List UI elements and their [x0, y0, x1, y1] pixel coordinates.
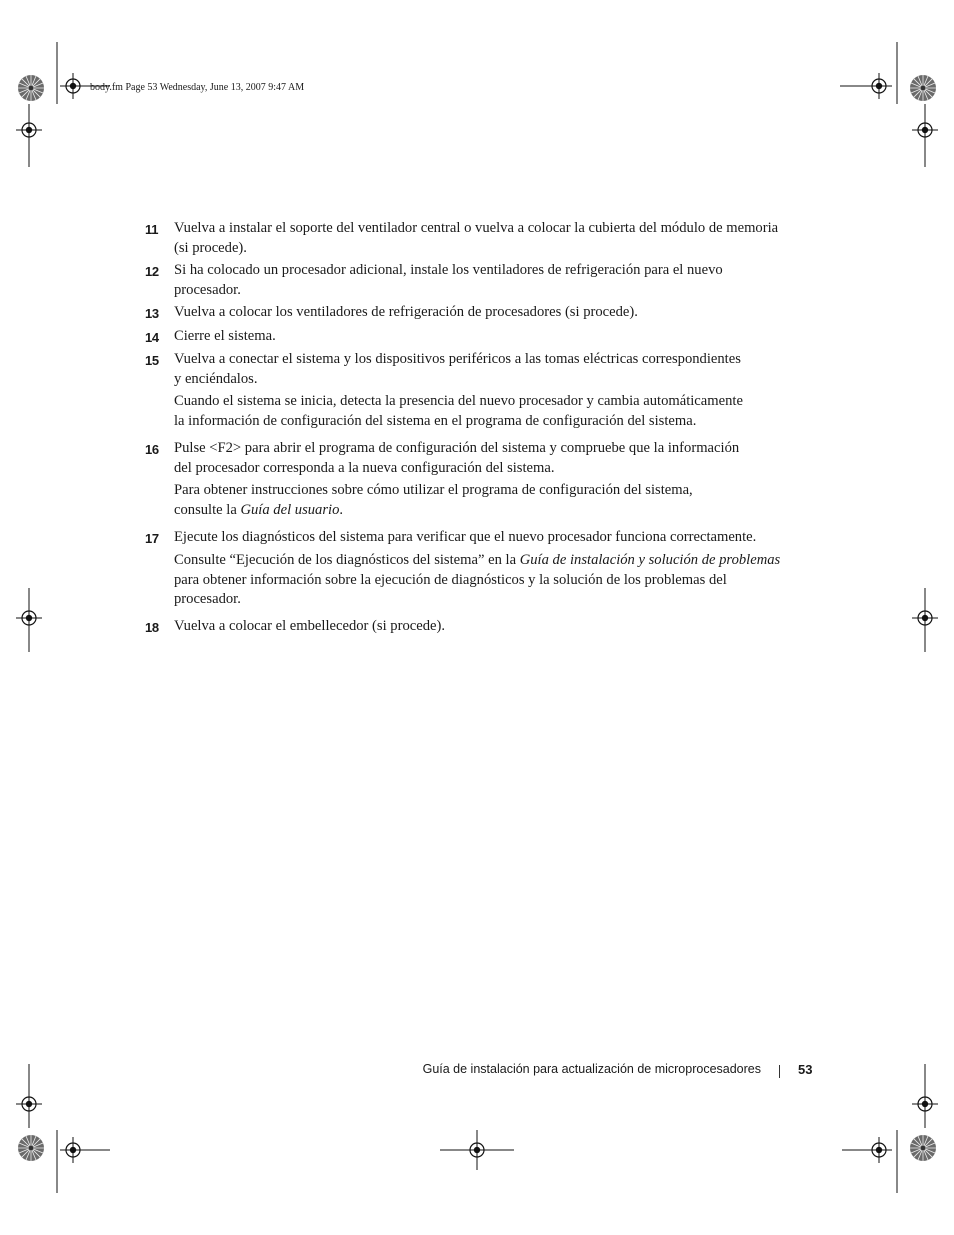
step-number: 17 — [145, 531, 159, 546]
text-line: Vuelva a colocar los ventiladores de refrigeración de procesadores (si procede). — [174, 304, 638, 320]
step-number: 14 — [145, 330, 159, 345]
step-number: 12 — [145, 264, 159, 279]
step-note — [174, 551, 819, 610]
step-number: 13 — [145, 306, 159, 321]
step-text — [174, 350, 819, 389]
step-text — [174, 528, 819, 548]
text-fragment: . — [339, 501, 344, 518]
page-number: 53 — [798, 1062, 813, 1077]
text-line: Pulse <F2> para abrir el programa de configuración del sistema y compruebe que la información — [174, 440, 740, 456]
text-line: Vuelva a instalar el soporte del ventilador central o vuelva a colocar la cubierta del módulo de memoria — [174, 220, 779, 236]
step-text — [174, 439, 819, 478]
text-line: procesador. — [174, 281, 241, 298]
text-line: procesador. — [174, 591, 241, 607]
text-line: Vuelva a colocar el embellecedor (si procede). — [174, 618, 445, 634]
text-line: Cierre el sistema. — [174, 328, 276, 344]
text-fragment: consulte la — [174, 501, 241, 518]
text-line: para obtener información sobre la ejecución de diagnósticos y la solución de los problemas del — [174, 571, 727, 588]
starburst-mark-bottom-right — [910, 1135, 936, 1161]
document-reference: Guía del usuario — [240, 501, 340, 518]
step-text — [174, 617, 819, 637]
starburst-mark-top-right — [910, 75, 936, 101]
text-line: Vuelva a conectar el sistema y los dispositivos periféricos a las tomas eléctricas correspondientes — [174, 351, 741, 367]
footer-divider — [779, 1065, 780, 1078]
step-text — [174, 303, 819, 323]
text-line — [174, 501, 819, 521]
step-number: 18 — [145, 620, 159, 635]
print-slug: body.fm Page 53 Wednesday, June 13, 2007 9:47 AM — [90, 82, 305, 93]
starburst-mark-top-left — [18, 75, 44, 101]
starburst-mark-bottom-left — [18, 1135, 44, 1161]
text-line: y enciéndalos. — [174, 370, 258, 387]
text-fragment: Consulte “Ejecución de los diagnósticos del sistema” en la — [174, 552, 520, 568]
step-text — [174, 327, 819, 347]
document-reference: Guía de instalación y solución de problemas — [519, 552, 781, 568]
footer-document-title: Guía de instalación para actualización de microprocesadores — [422, 1062, 761, 1076]
step-number: 11 — [145, 222, 159, 237]
text-line — [174, 551, 819, 571]
text-line: Ejecute los diagnósticos del sistema para verificar que el nuevo procesador funciona correctamente. — [174, 529, 757, 545]
step-note — [174, 392, 819, 431]
step-text — [174, 261, 819, 300]
text-line: del procesador corresponda a la nueva configuración del sistema. — [174, 459, 555, 476]
step-text — [174, 219, 819, 258]
step-note — [174, 481, 819, 520]
text-line: Cuando el sistema se inicia, detecta la presencia del nuevo procesador y cambia automáticamente — [174, 393, 743, 409]
text-line: la información de configuración del sistema en el programa de configuración del sistema. — [174, 412, 697, 429]
step-number: 16 — [145, 442, 159, 457]
step-number: 15 — [145, 353, 159, 368]
text-line: (si procede). — [174, 239, 247, 256]
text-line: Si ha colocado un procesador adicional, instale los ventiladores de refrigeración para el nuevo — [174, 262, 723, 278]
text-line: Para obtener instrucciones sobre cómo utilizar el programa de configuración del sistema, — [174, 482, 693, 498]
